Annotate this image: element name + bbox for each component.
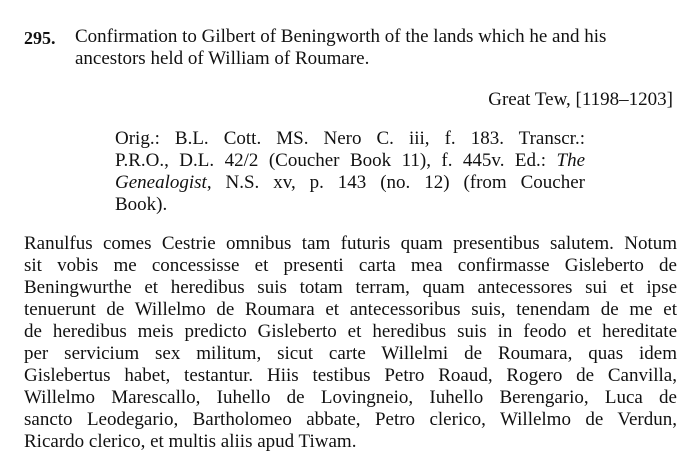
- charter-text: [24, 233, 677, 453]
- source-references: [115, 128, 585, 216]
- charter-line: de heredibus meis predicto Gisleberto et heredibus suis in feodo et hereditate: [24, 321, 677, 342]
- heading-line: Confirmation to Gilbert of Beningworth of the lands which he and his: [75, 26, 607, 47]
- charter-line: Beningwurthe et heredibus suis totam terram, quam antecessores sui et ipse: [24, 277, 677, 298]
- heading-line: ancestors held of William of Roumare.: [75, 48, 370, 69]
- source-line: Orig.: B.L. Cott. MS. Nero C. iii, f. 183. Transcr.:: [115, 128, 585, 149]
- entry-number: 295.: [24, 28, 56, 48]
- charter-line: Willelmo Marescallo, Iuhello de Lovingneio, Iuhello Berengario, Luca de: [24, 387, 677, 408]
- edition-title-part: The: [556, 150, 585, 171]
- entry-heading: [75, 26, 675, 70]
- source-line-text: P.R.O., D.L. 42/2 (Coucher Book 11), f. 445v. Ed.:: [115, 150, 557, 171]
- source-line-text: , N.S. xv, p. 143 (no. 12) (from Coucher: [206, 172, 585, 193]
- charter-line: Gislebertus habet, testantur. Hiis testibus Petro Roaud, Rogero de Canvilla,: [24, 365, 677, 386]
- source-line: [115, 150, 585, 172]
- charter-line: Ricardo clerico, et multis aliis apud Tiwam.: [24, 431, 357, 452]
- charter-line: sancto Leodegario, Bartholomeo abbate, Petro clerico, Willelmo de Verdun,: [24, 409, 677, 430]
- charter-line: sit vobis me concessisse et presenti carta mea confirmasse Gisleberto de: [24, 255, 677, 276]
- source-line: [115, 172, 585, 194]
- charter-line: per servicium sex militum, sicut carte Willelmi de Roumara, quas idem: [24, 343, 677, 364]
- charter-line: tenuerunt de Willelmo de Roumara et antecessoribus suis, tenendam de me et: [24, 299, 677, 320]
- place-and-date: Great Tew, [1198–1203]: [488, 89, 673, 110]
- source-line: Book).: [115, 194, 168, 215]
- edition-title-part: Genealogist: [115, 172, 207, 193]
- charter-line: Ranulfus comes Cestrie omnibus tam futuris quam presentibus salutem. Notum: [24, 233, 677, 254]
